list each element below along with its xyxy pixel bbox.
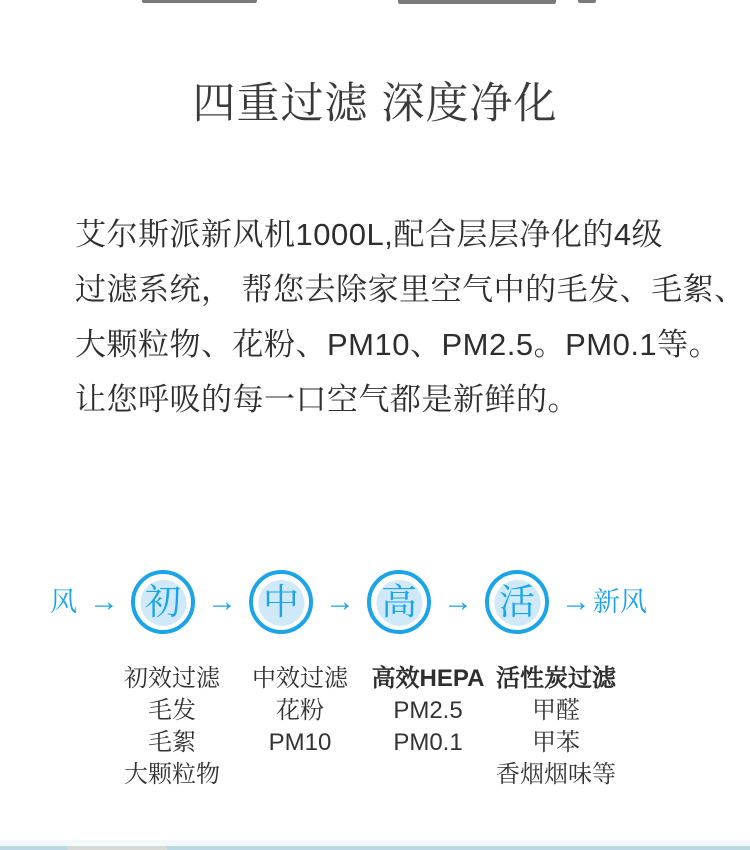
filter-item: 花粉	[276, 697, 324, 724]
description-line: 大颗粒物、花粉、PM10、PM2.5。PM0.1等。	[75, 327, 721, 362]
arrow-right-icon: →	[325, 585, 355, 618]
description-line: 过滤系统， 帮您去除家里空气中的毛发、毛絮、	[75, 272, 746, 307]
flow-input-label: 风	[50, 586, 77, 617]
filter-column-medium	[236, 662, 364, 791]
section-title: 四重过滤 深度净化	[192, 80, 558, 128]
cutoff-text-remnant	[398, 0, 556, 4]
filter-item: PM10	[268, 729, 332, 756]
stage-circle-primary-filter	[131, 570, 195, 634]
filter-column-header: 活性炭过滤	[496, 665, 616, 692]
stage-character: 中	[262, 581, 299, 622]
cutoff-text-remnant	[142, 0, 257, 3]
arrow-right-icon: →	[561, 585, 591, 618]
next-section-strip-segment	[67, 846, 167, 850]
filter-item: PM0.1	[393, 729, 463, 756]
filter-item: 毛发	[148, 697, 196, 724]
filter-column-header: 中效过滤	[252, 665, 348, 692]
stage-character: 活	[498, 581, 535, 622]
filter-item: 大颗粒物	[124, 761, 220, 788]
description-line: 艾尔斯派新风机1000L,配合层层净化的4级	[75, 217, 664, 252]
arrow-right-icon: →	[207, 585, 237, 618]
filter-column-header: 高效HEPA	[371, 665, 485, 692]
filtration-flow-diagram	[0, 568, 750, 636]
next-section-strip	[0, 846, 750, 850]
filter-item: PM2.5	[393, 697, 463, 724]
description-line: 让您呼吸的每一口空气都是新鲜的。	[75, 382, 579, 417]
cutoff-text-remnant	[578, 0, 596, 3]
stage-circle-medium-filter	[249, 570, 313, 634]
filter-column-hepa	[364, 662, 492, 791]
product-description	[75, 207, 746, 427]
stage-circle-hepa-filter	[367, 570, 431, 634]
filter-stage-labels	[108, 662, 628, 791]
filter-column-primary	[108, 662, 236, 791]
filter-item: 毛絮	[148, 729, 196, 756]
filter-column-header: 初效过滤	[124, 665, 220, 692]
filter-item: 甲醛	[532, 697, 580, 724]
arrow-right-icon: →	[89, 585, 119, 618]
stage-character: 高	[380, 581, 417, 622]
filter-column-carbon	[492, 662, 620, 791]
filter-item: 甲苯	[532, 729, 580, 756]
arrow-right-icon: →	[443, 585, 473, 618]
filter-item: 香烟烟味等	[496, 761, 616, 788]
stage-character: 初	[144, 581, 181, 622]
flow-output-label: 新风	[593, 586, 647, 617]
stage-circle-carbon-filter	[485, 570, 549, 634]
